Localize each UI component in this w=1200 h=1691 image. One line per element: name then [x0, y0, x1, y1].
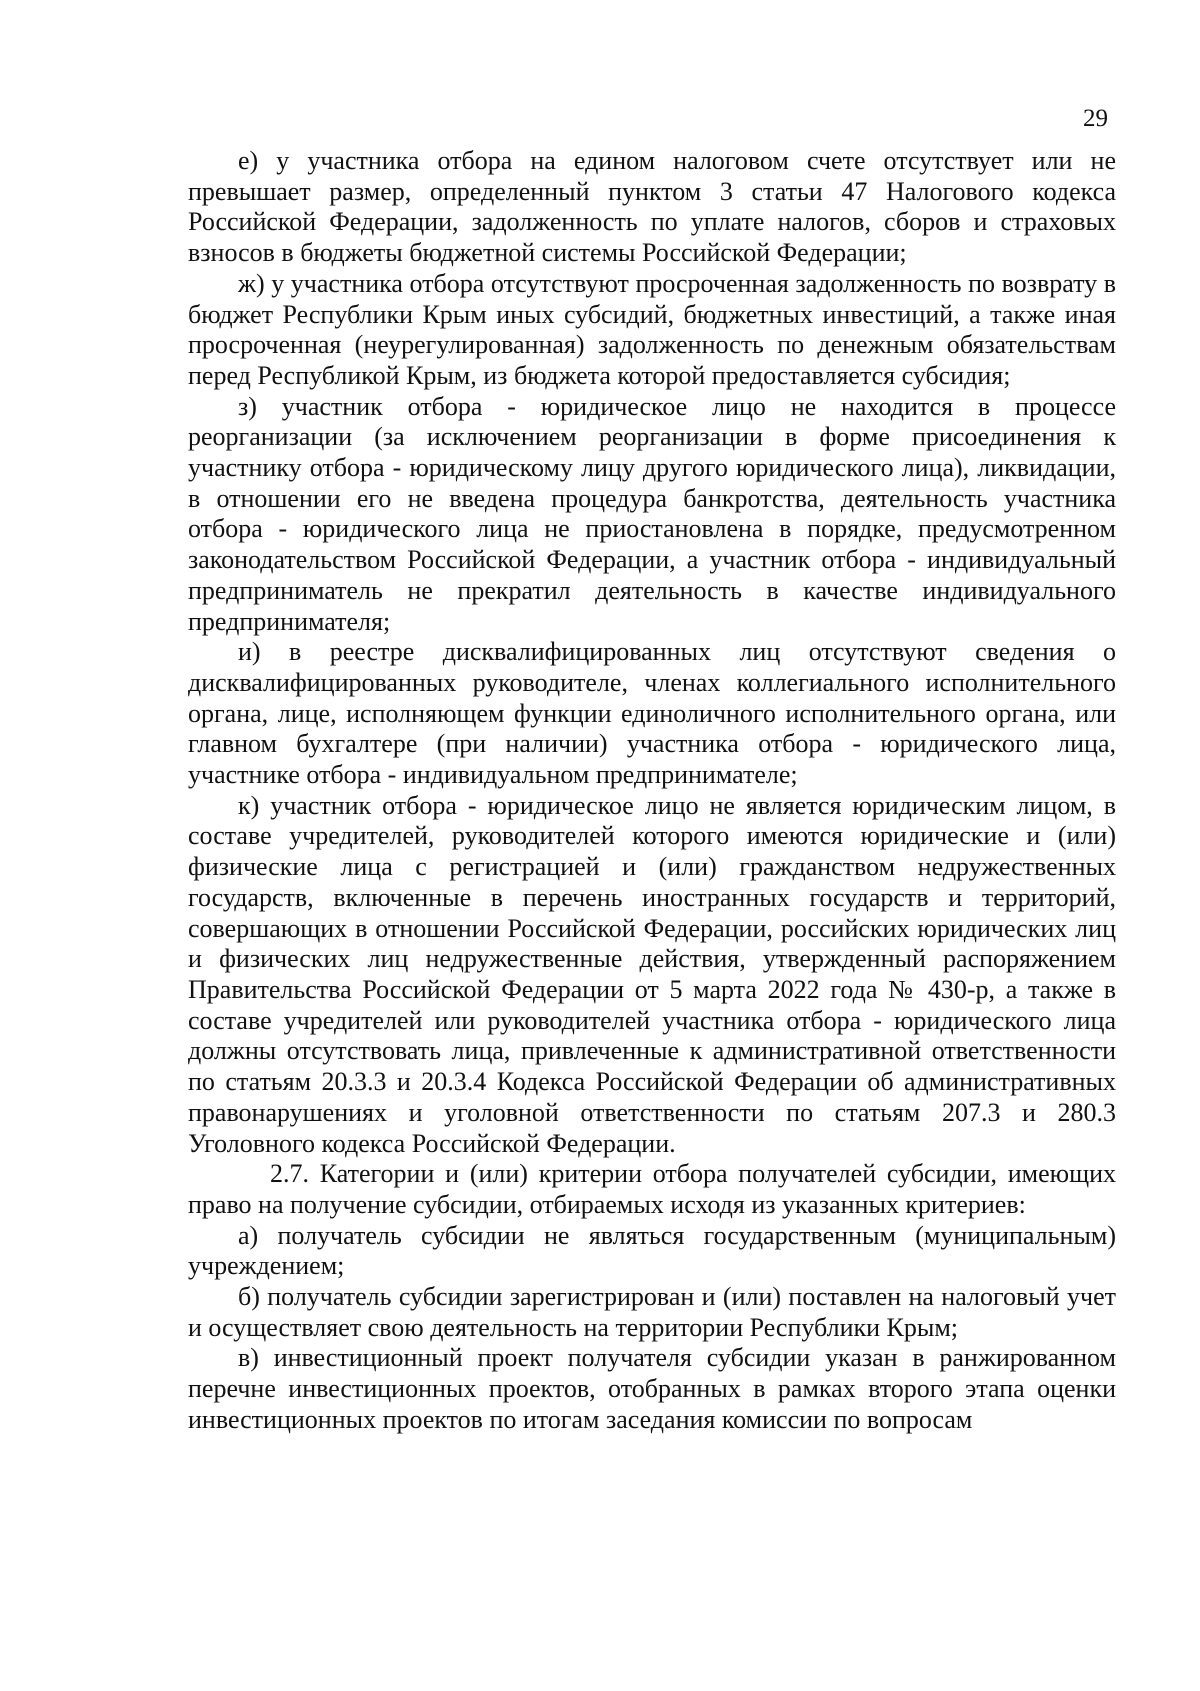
paragraph-criterion-b: б) получатель субсидии зарегистрирован и (или) поставлен на налоговый учет и осуществляет свою деятельность на территории Республики Крым; — [188, 1282, 1116, 1342]
paragraph-item-e: е) у участника отбора на едином налоговом счете отсутствует или не превышает размер, определенный пунктом 3 статьи 47 Налогового кодекса Российской Федерации, задолженность по уплате налогов, сборов и страховых взносов в бюджеты бюджетной системы Российской Федерации; — [188, 146, 1116, 268]
paragraph-item-z: з) участник отбора - юридическое лицо не находится в процессе реорганизации (за исключением реорганизации в форме присоединения к участнику отбора - юридическому лицу другого юридического лица), ликвидации, в отношении его не введена процедура банкротства, деятельность участника отбора - юридического лица не приостановлена в порядке, предусмотренном законодательством Российской Федерации, а участник отбора - индивидуальный предприниматель не прекратил деятельность в качестве индивидуального предпринимателя; — [188, 391, 1116, 636]
paragraph-section-2-7: 2.7. Категории и (или) критерии отбора получателей субсидии, имеющих право на получение субсидии, отбираемых исходя из указанных критериев: — [188, 1159, 1116, 1219]
paragraph-item-k: к) участник отбора - юридическое лицо не является юридическим лицом, в составе учредителей, руководителей которого имеются юридические и (или) физические лица с регистрацией и (или) гражданством недружественных государств, включенные в перечень иностранных государств и территорий, совершающих в отношении Российской Федерации, российских юридических лиц и физических лиц недружественные действия, утвержденный распоряжением Правительства Российской Федерации от 5 марта 2022 года № 430-р, а также в составе учредителей или руководителей участника отбора - юридического лица должны отсутствовать лица, привлеченные к административной ответственности по статьям 20.3.3 и 20.3.4 Кодекса Российской Федерации об административных правонарушениях и уголовной ответственности по статьям 207.3 и 280.3 Уголовного кодекса Российской Федерации. — [188, 790, 1116, 1158]
document-body — [188, 146, 1116, 1436]
paragraph-item-zh: ж) у участника отбора отсутствуют просроченная задолженность по возврату в бюджет Республики Крым иных субсидий, бюджетных инвестиций, а также иная просроченная (неурегулированная) задолженность по денежным обязательствам перед Республикой Крым, из бюджета которой предоставляется субсидия; — [188, 268, 1116, 390]
paragraph-criterion-v: в) инвестиционный проект получателя субсидии указан в ранжированном перечне инвестиционных проектов, отобранных в рамках второго этапа оценки инвестиционных проектов по итогам заседания комиссии по вопросам — [188, 1343, 1116, 1434]
paragraph-item-i: и) в реестре дисквалифицированных лиц отсутствуют сведения о дисквалифицированных руководителе, членах коллегиального исполнительного органа, лице, исполняющем функции единоличного исполнительного органа, или главном бухгалтере (при наличии) участника отбора - юридического лица, участнике отбора - индивидуальном предпринимателе; — [188, 637, 1116, 790]
paragraph-criterion-a: а) получатель субсидии не являться государственным (муниципальным) учреждением; — [188, 1220, 1116, 1281]
page-number: 29 — [1083, 105, 1108, 132]
